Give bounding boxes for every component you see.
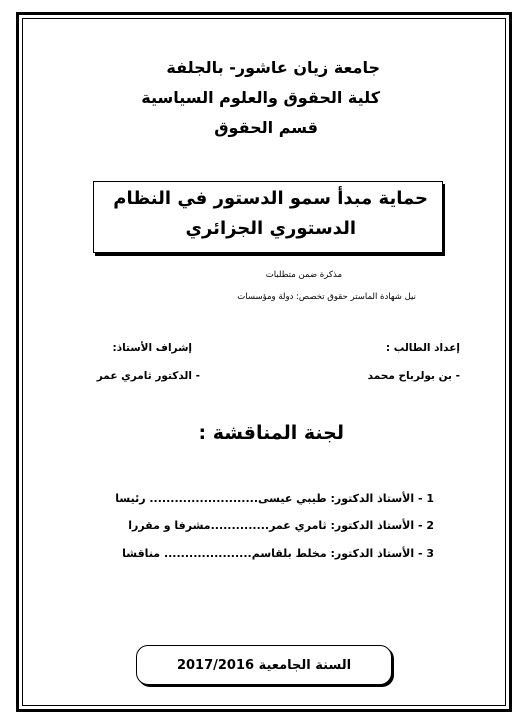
- thesis-note-line1: مذكرة ضمن متطلبات: [265, 270, 342, 280]
- committee-title: لجنة المناقشة :: [198, 422, 344, 444]
- student-label: إعداد الطالب :: [385, 342, 460, 354]
- supervisor-name: - الدكتور ثامري عمر: [96, 370, 200, 382]
- academic-year: السنة الجامعية 2017/2016: [176, 657, 352, 673]
- committee-member-3: 3 - الأستاذ الدكتور: مخلط بلقاسم..................... مناقشا: [122, 547, 434, 560]
- university-name: جامعة زيان عاشور- بالجلفة: [166, 58, 380, 77]
- department-name: قسم الحقوق: [214, 118, 318, 137]
- thesis-title-line2: الدستوري الجزائري: [185, 218, 356, 239]
- committee-member-1: 1 - الأستاذ الدكتور: طيبي عيسى.......................... رئيسا: [115, 492, 434, 505]
- faculty-name: كلية الحقوق والعلوم السياسية: [141, 88, 380, 107]
- student-name: - بن بولرباح محمد: [367, 370, 460, 382]
- supervisor-label: إشراف الأستاذ:: [112, 342, 192, 354]
- academic-year-box: [136, 645, 392, 685]
- thesis-title-box: [93, 181, 443, 253]
- committee-member-2: 2 - الأستاذ الدكتور: ثامري عمر..............مشرفا و مقررا: [128, 519, 434, 532]
- thesis-note-line2: نيل شهادة الماستر حقوق تخصص: دولة ومؤسسات: [237, 292, 416, 302]
- thesis-title-line1: حماية مبدأ سمو الدستور في النظام: [113, 188, 428, 209]
